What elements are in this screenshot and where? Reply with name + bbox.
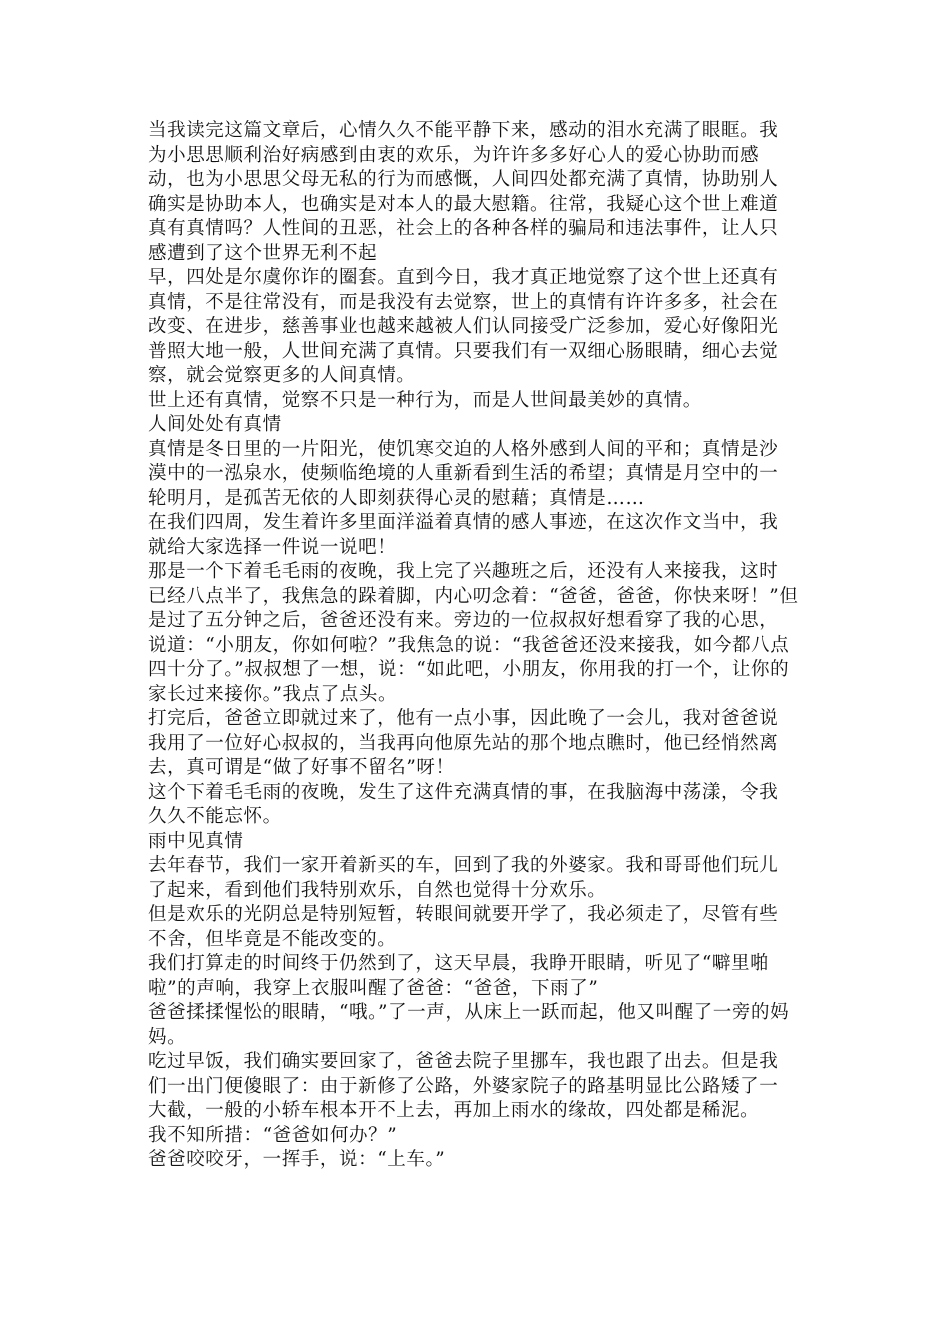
text-line: 家长过来接你。”我点了点头。 [148,683,398,705]
text-line: 动，也为小思思父母无私的行为而感慨，人间四处都充满了真情，协助别人 [148,169,779,190]
text-line: 我用了一位好心叔叔的，当我再向他原先站的那个地点瞧时，他已经悄然离 [148,732,779,754]
text-line: 说道：“小朋友，你如何啦？”我焦急的说：“我爸爸还没来接我，如今都八点 [148,634,790,656]
text-line: 真情，不是往常没有，而是我没有去觉察，世上的真情有许许多多，社会在 [148,291,779,313]
text-line: 轮明月，是孤苦无依的人即刻获得心灵的慰藉；真情是…… [148,487,645,509]
text-line: 就给大家选择一件说一说吧！ [148,536,397,558]
text-line: 那是一个下着毛毛雨的夜晚，我上完了兴趣班之后，还没有人来接我，这时 [148,561,779,582]
text-line: 我们打算走的时间终于仍然到了，这天早晨，我睁开眼睛，听见了“噼里啪 [148,953,770,974]
text-line: 真有真情吗？人性间的丑恶，社会上的各种各样的骗局和违法事件，让人只 [148,218,779,239]
text-line: 但是欢乐的光阴总是特别短暂，转眼间就要开学了，我必须走了，尽管有些 [148,904,779,925]
text-line: 四十分了。”叔叔想了一想，说：“如此吧，小朋友，你用我的打一个，让你的 [148,659,790,680]
text-line: 了起来，看到他们我特别欢乐，自然也觉得十分欢乐。 [148,879,607,901]
text-line: 啦”的声响，我穿上衣服叫醒了爸爸：“爸爸，下雨了” [148,977,599,999]
text-line: 爸爸咬咬牙，一挥手，说：“上车。” [148,1149,446,1170]
section-heading: 人间处处有真情 [148,414,282,435]
text-line: 大截，一般的小轿车根本开不上去，再加上雨水的缘故，四处都是稀泥。 [148,1100,760,1121]
text-line: 察，就会觉察更多的人间真情。 [148,365,416,386]
text-line: 普照大地一般，人世间充满了真情。只要我们有一双细心肠眼睛，细心去觉 [148,340,779,362]
text-line: 早，四处是尔虞你诈的圈套。直到今日，我才真正地觉察了这个世上还真有 [148,267,779,288]
text-line: 久久不能忘怀。 [148,806,282,827]
text-line: 漠中的一泓泉水，使频临绝境的人重新看到生活的希望；真情是月空中的一 [148,463,779,484]
text-line: 真情是冬日里的一片阳光，使饥寒交迫的人格外感到人间的平和；真情是沙 [148,438,779,460]
text-line: 改变、在进步，慈善事业也越来越被人们认同接受广泛参加，爱心好像阳光 [148,316,779,337]
text-line: 在我们四周，发生着许多里面洋溢着真情的感人事迹，在这次作文当中，我 [148,512,779,533]
text-line: 这个下着毛毛雨的夜晚，发生了这件充满真情的事，在我脑海中荡漾，令我 [148,781,779,803]
text-line: 们一出门便傻眼了：由于新修了公路，外婆家院子的路基明显比公路矮了一 [148,1075,779,1097]
text-line: 吃过早饭，我们确实要回家了，爸爸去院子里挪车，我也跟了出去。但是我 [148,1051,779,1072]
text-line: 是过了五分钟之后，爸爸还没有来。旁边的一位叔叔好想看穿了我的心思， [148,610,779,631]
document-body [148,119,802,1173]
text-line: 确实是协助本人，也确实是对本人的最大慰籍。往常，我疑心这个世上难道 [148,193,779,215]
text-line: 当我读完这篇文章后，心情久久不能平静下来，感动的泪水充满了眼眶。我 [148,120,779,141]
text-line: 去年春节，我们一家开着新买的车，回到了我的外婆家。我和哥哥他们玩儿 [148,855,779,876]
text-line: 妈。 [148,1026,187,1048]
text-line: 世上还有真情，觉察不只是一种行为，而是人世间最美妙的真情。 [148,389,702,411]
text-line: 感遭到了这个世界无利不起 [148,242,378,264]
text-line: 去，真可谓是“做了好事不留名”呀！ [148,757,455,778]
text-line: 我不知所措：“爸爸如何办？” [148,1124,398,1146]
text-line: 不舍，但毕竟是不能改变的。 [148,928,397,950]
text-line: 已经八点半了，我焦急的跺着脚，内心叨念着：“爸爸，爸爸，你快来呀！”但 [148,585,799,607]
text-line: 打完后，爸爸立即就过来了，他有一点小事，因此晚了一会儿，我对爸爸说 [148,708,779,729]
text-line: 爸爸揉揉惺忪的眼睛，“哦。”了一声，从床上一跃而起，他又叫醒了一旁的妈 [148,1002,790,1023]
section-heading: 雨中见真情 [148,830,244,852]
text-line: 为小思思顺利治好病感到由衷的欢乐，为许许多多好心人的爱心协助而感 [148,144,760,166]
